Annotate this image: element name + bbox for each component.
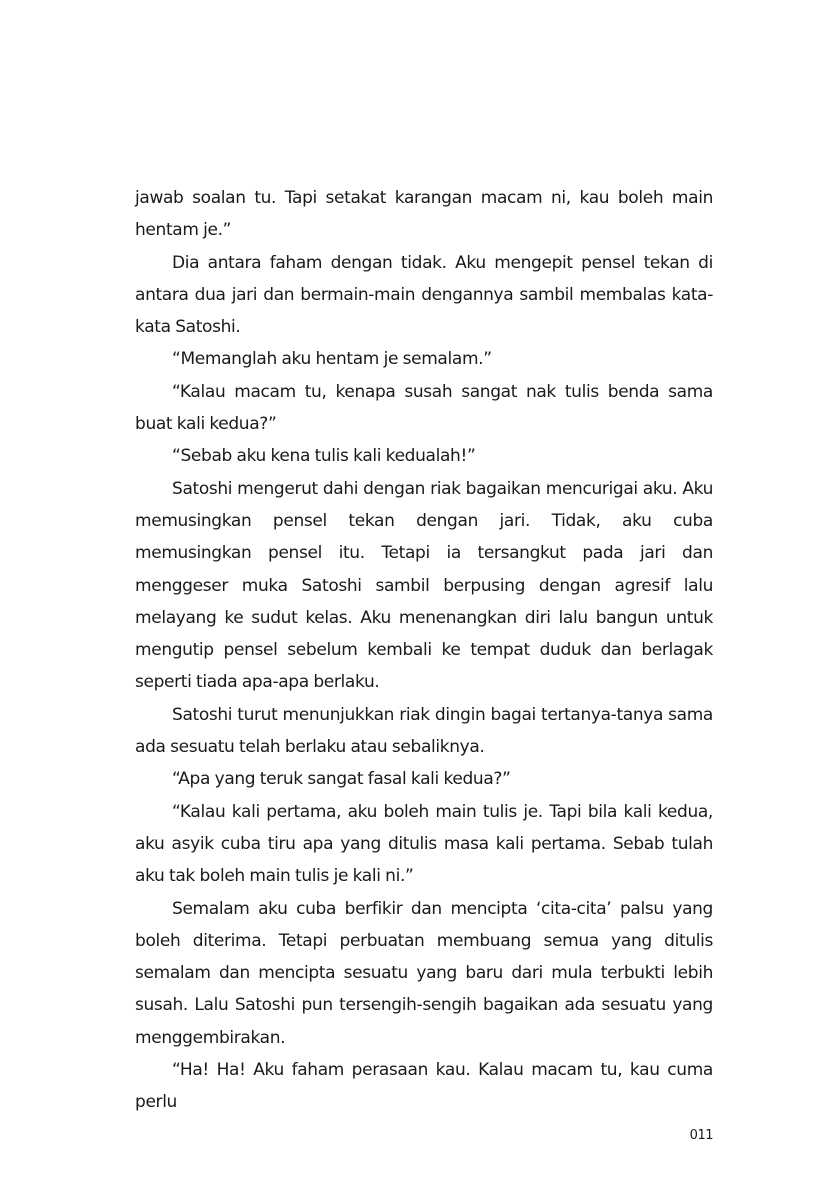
paragraph: “Apa yang teruk sangat fasal kali kedua?” [172,769,511,790]
paragraph: “Kalau kali pertama, aku boleh main tulis je. Tapi bila kali kedua, aku asyik cuba tiru apa yang ditulis masa kali pertama. Sebab tulah aku tak boleh main tulis je kali ni.” [135,801,713,887]
paragraph: “Memanglah aku hentam je semalam.” [172,349,492,370]
paragraph: Semalam aku cuba berfikir dan mencipta ‘cita-cita’ palsu yang boleh diterima. Tetapi perbuatan membuang semua yang ditulis semalam dan mencipta sesuatu yang baru dari mula terbukti lebih susah. Lalu Satoshi pun tersengih-sengih bagaikan ada sesuatu yang menggembirakan. [135,898,713,1048]
paragraph: “Sebab aku kena tulis kali kedualah!” [172,446,476,467]
paragraph: jawab soalan tu. Tapi setakat karangan macam ni, kau boleh main hentam je.” [135,188,713,241]
paragraph: “Ha! Ha! Aku faham perasaan kau. Kalau macam tu, kau cuma perlu [135,1060,713,1113]
paragraph: Satoshi mengerut dahi dengan riak bagaikan mencurigai aku. Aku memusingkan pensel tekan dengan jari. Tidak, aku cuba memusingkan pensel itu. Tetapi ia tersangkut pada jari dan menggeser muka Satoshi sambil berpusing dengan agresif lalu melayang ke sudut kelas. Aku menenangkan diri lalu bangun untuk mengutip pensel sebelum kembali ke tempat duduk dan berlagak seperti tiada apa-apa berlaku. [135,478,713,693]
page-number: 011 [689,1128,713,1143]
paragraph: Dia antara faham dengan tidak. Aku mengepit pensel tekan di antara dua jari dan bermain-main dengannya sambil membalas kata-kata Satoshi. [135,252,713,338]
paragraph: Satoshi turut menunjukkan riak dingin bagai tertanya-tanya sama ada sesuatu telah berlaku atau sebaliknya. [135,704,713,758]
paragraph: “Kalau macam tu, kenapa susah sangat nak tulis benda sama buat kali kedua?” [135,381,713,435]
body-text [135,182,713,1119]
